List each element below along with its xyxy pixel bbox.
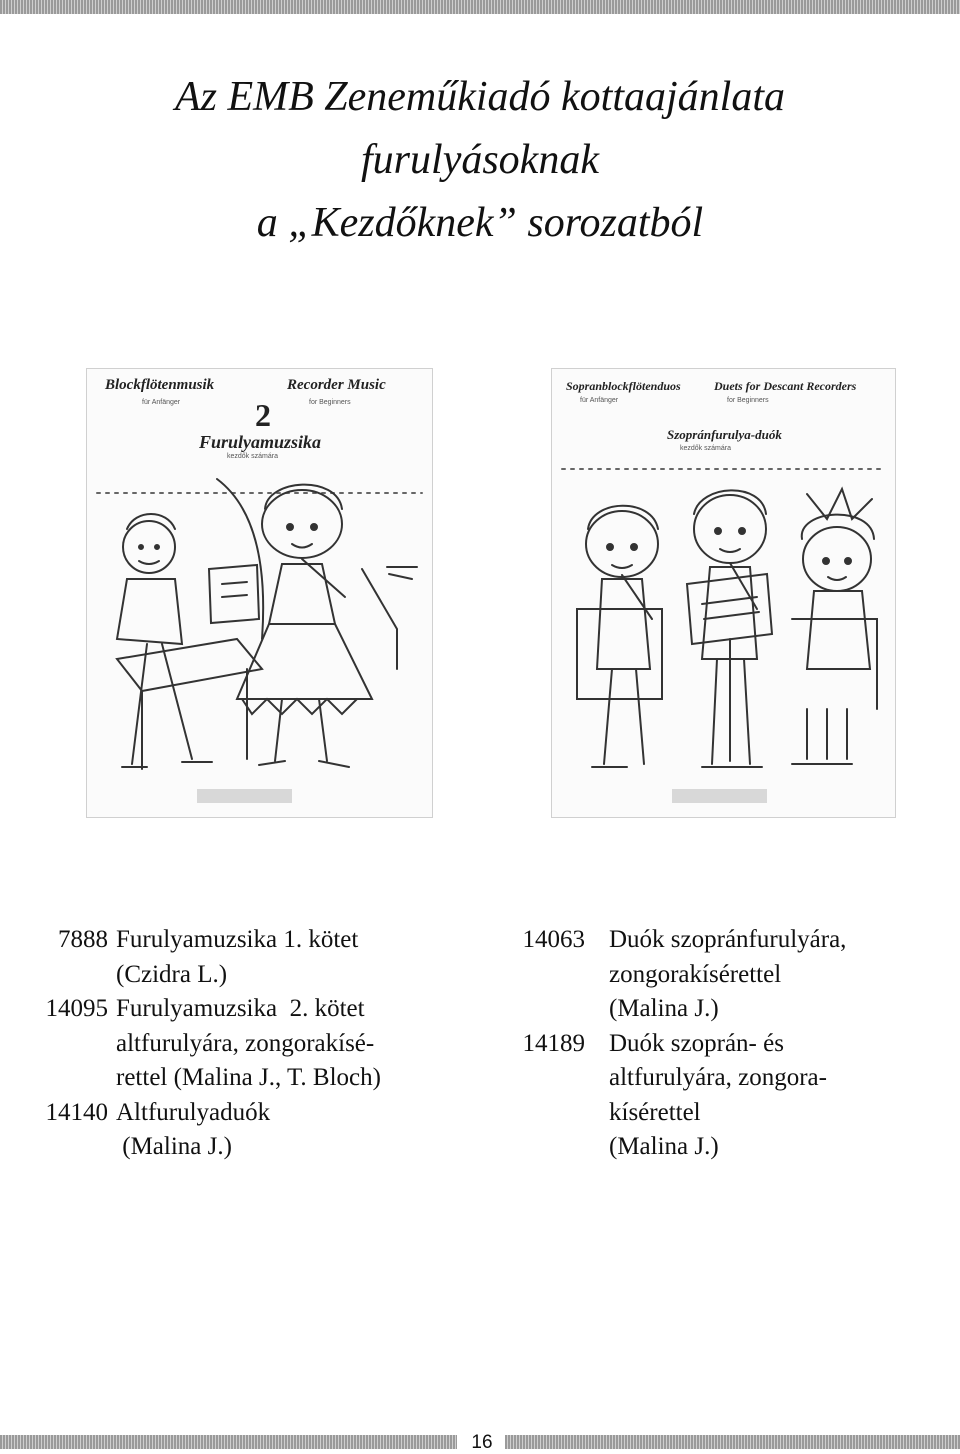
catalog-number: 7888 <box>58 926 108 953</box>
catalog-text-line: rettel (Malina J., T. Bloch) <box>116 1064 381 1091</box>
catalog-entry <box>500 923 846 1027</box>
cover-title-hungarian: Furulyamuzsika <box>199 432 322 452</box>
catalog-text-line: (Malina J.) <box>609 1133 719 1160</box>
title-line: furulyásoknak <box>361 137 599 183</box>
catalog-text-line: altfurulyára, zongorakísé- <box>116 1029 375 1057</box>
catalog-entry <box>8 1096 381 1165</box>
cover-subtitle-english: for Beginners <box>727 397 769 404</box>
cover-title-german: Sopranblockflötenduos <box>566 379 681 393</box>
catalog-text-line: (Czidra L.) <box>116 960 228 988</box>
footer-bar-right <box>505 1435 960 1449</box>
catalog-text-line: (Malina J.) <box>116 1133 232 1160</box>
cover-title-english: Duets for Descant Recorders <box>714 379 857 393</box>
title-line: a „Kezdőknek” sorozatból <box>256 200 704 246</box>
catalog-text-line: Duók szopránfurulyára, <box>609 926 847 953</box>
catalog-number: 14063 <box>522 926 585 953</box>
cover-subtitle-hungarian: kezdők számára <box>680 445 731 452</box>
page-title <box>0 66 960 255</box>
catalog-text-line: zongorakísérettel <box>609 960 782 988</box>
cover-subtitle-german: für Anfänger <box>580 397 619 404</box>
page-footer <box>0 1433 960 1451</box>
cover-title-hungarian: Szopránfurulya-duók <box>667 427 782 442</box>
catalog-column-left <box>8 923 381 1165</box>
catalog-number: 14140 <box>45 1098 108 1126</box>
cover-subtitle-german: für Anfänger <box>142 399 181 406</box>
catalog-text-line: Duók szoprán- és <box>609 1029 784 1057</box>
cover-subtitle-english: for Beginners <box>309 399 351 406</box>
catalog-number: 14189 <box>522 1029 585 1057</box>
cover-title-english: Recorder Music <box>287 377 386 393</box>
cover-volume-number: 2 <box>255 397 271 433</box>
title-line: Az EMB Zeneműkiadó kottaajánlata <box>174 74 786 120</box>
catalog-text-line: Furulyamuzsika 1. kötet <box>116 926 359 953</box>
catalog-column-right <box>500 923 846 1165</box>
catalog-entry <box>8 992 381 1096</box>
catalog-text-line: Altfurulyaduók <box>116 1098 271 1126</box>
catalog-entry <box>500 1027 846 1165</box>
catalog-entry <box>8 923 381 992</box>
cover-title-german: Blockflötenmusik <box>105 377 215 393</box>
page-number: 16 <box>471 1432 493 1453</box>
cover-furulyamuzsika-2 <box>86 368 433 818</box>
top-decorative-bar <box>0 0 960 14</box>
catalog-text-line: (Malina J.) <box>609 995 719 1022</box>
cover-szopranfurulya-duok <box>551 368 896 818</box>
footer-bar-left <box>0 1435 457 1449</box>
catalog-text-line: kísérettel <box>609 1098 701 1126</box>
catalog-text-line: altfurulyára, zongora- <box>609 1064 827 1091</box>
cover-subtitle-hungarian: kezdők számára <box>227 453 278 460</box>
catalog-number: 14095 <box>45 995 108 1022</box>
catalog-text-line: Furulyamuzsika 2. kötet <box>116 995 365 1022</box>
